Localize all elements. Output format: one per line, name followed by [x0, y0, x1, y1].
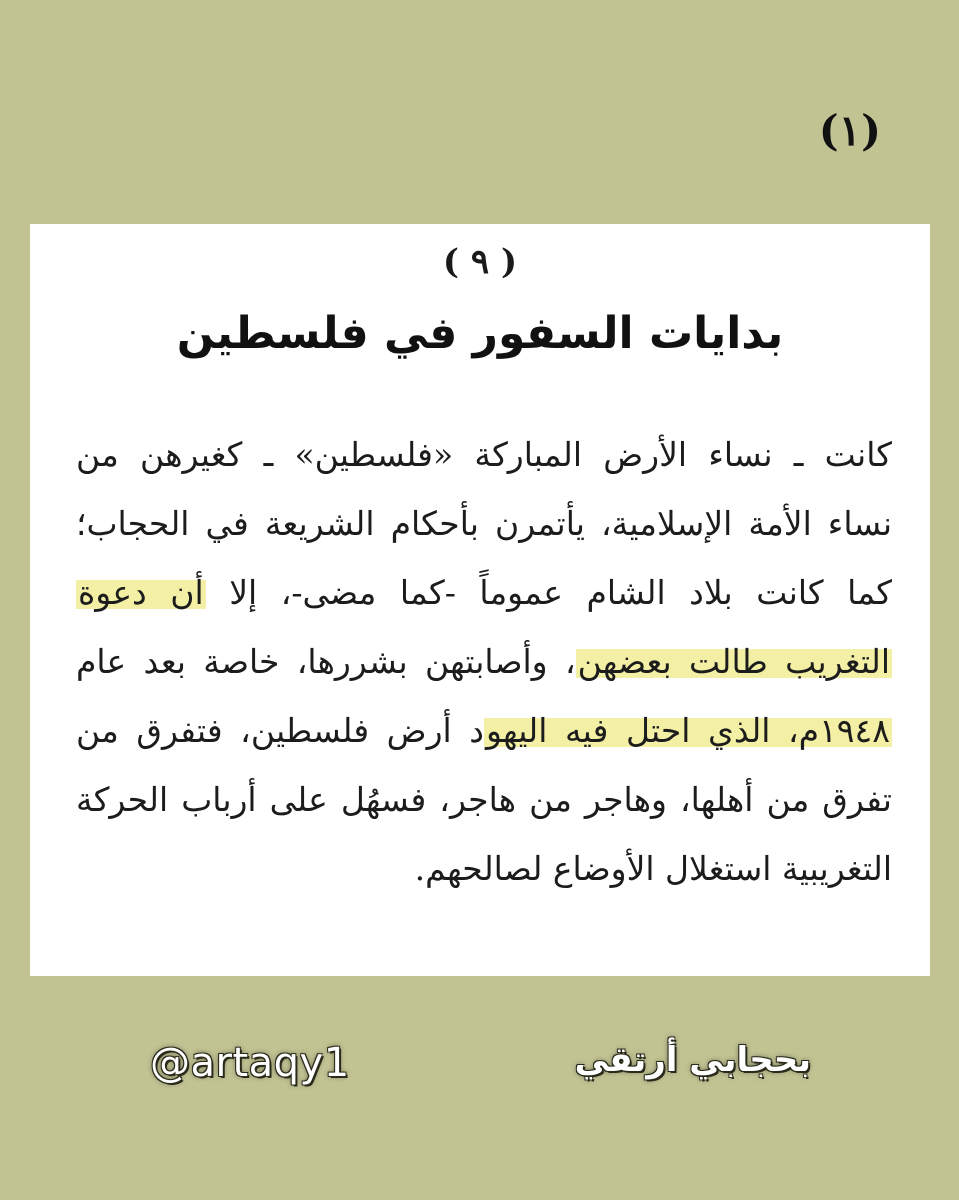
text-line [76, 627, 892, 696]
text-line [76, 558, 892, 627]
book-page-scan [30, 224, 930, 976]
text-line [76, 834, 892, 903]
text-segment: كما كانت بلاد الشام عموماً -كما مضى-، إلا [205, 573, 892, 612]
highlighted-text: التغريب طالت بعضهن [577, 642, 890, 681]
text-segment: تفرق من أهلها، وهاجر من هاجر، فسهُل على أرباب الحركة [76, 780, 892, 819]
brand-watermark: بحجابي أرتقي [574, 1040, 811, 1080]
page-number: (١) [818, 106, 881, 155]
text-line [76, 765, 892, 834]
chapter-number: ( ٩ ) [442, 242, 518, 282]
text-segment: د أرض فلسطين، فتفرق من [76, 711, 484, 750]
instagram-handle: @artaqy1 [150, 1040, 350, 1086]
text-segment: نساء الأمة الإسلامية، يأتمرن بأحكام الشريعة في الحجاب؛ [76, 504, 892, 543]
highlighted-text: ١٩٤٨م، الذي احتل فيه اليهو [485, 711, 890, 750]
text-segment: ، وأصابتهن بشررها، خاصة بعد عام [76, 642, 576, 681]
highlighted-text: أن دعوة [78, 573, 204, 612]
text-line [76, 489, 892, 558]
chapter-title: بدايات السفور في فلسطين [176, 308, 784, 359]
text-segment: كانت ـ نساء الأرض المباركة «فلسطين» ـ كغيرهن من [76, 435, 892, 474]
body-text [76, 420, 892, 903]
text-line [76, 696, 892, 765]
text-segment: التغريبية استغلال الأوضاع لصالحهم. [414, 849, 892, 888]
text-line [76, 420, 892, 489]
